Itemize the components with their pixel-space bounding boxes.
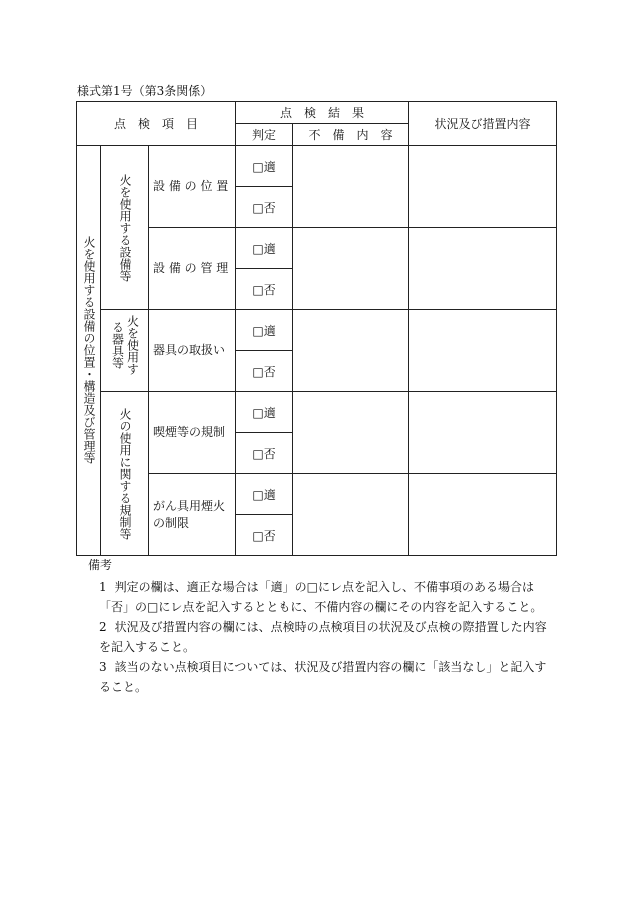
judgment-pass-cell[interactable] [236, 310, 293, 351]
status-cell[interactable] [409, 392, 557, 474]
item-label-cell [149, 474, 236, 556]
item-label-cell [149, 146, 236, 228]
judgment-fail-cell[interactable] [236, 433, 293, 474]
pass-checkbox[interactable]: □適 [252, 405, 276, 420]
judgment-fail-cell[interactable] [236, 351, 293, 392]
header-row-1 [77, 102, 557, 124]
header-inspection-item [77, 102, 236, 146]
category-main-label: 火を使用する設備の位置・構造及び管理等 [82, 236, 96, 464]
defect-cell[interactable] [293, 474, 409, 556]
item-label: 喫煙等の規制 [153, 425, 226, 439]
pass-checkbox[interactable]: □適 [252, 323, 276, 338]
note-text: 該当のない点検項目については、状況及び措置内容の欄に「該当なし」と記入すること。 [99, 660, 547, 694]
judgment-fail-cell[interactable] [236, 515, 293, 556]
table-row [77, 474, 557, 515]
notes-section [88, 557, 558, 697]
fail-checkbox[interactable]: □否 [252, 282, 276, 297]
judgment-fail-cell[interactable] [236, 269, 293, 310]
note-number: 2 [99, 620, 107, 634]
note-text: 判定の欄は、適正な場合は「適」の□にレ点を記入し、不備事項のある場合は「否」の□にレ点を記入するとともに、不備内容の欄にその内容を記入すること。 [99, 580, 543, 614]
judgment-pass-cell[interactable] [236, 392, 293, 433]
item-label: 設 備 の 管 理 [153, 261, 229, 275]
note-item [88, 657, 558, 697]
header-judgment-label: 判定 [252, 128, 277, 142]
note-number: 1 [99, 580, 107, 594]
category-main-cell [77, 146, 101, 556]
status-cell[interactable] [409, 310, 557, 392]
pass-checkbox[interactable]: □適 [252, 241, 276, 256]
defect-cell[interactable] [293, 310, 409, 392]
defect-cell[interactable] [293, 392, 409, 474]
item-label-cell [149, 392, 236, 474]
status-cell[interactable] [409, 146, 557, 228]
note-item [88, 617, 558, 657]
group-label-cell [101, 392, 149, 556]
item-label: 器具の取扱い [153, 343, 226, 357]
defect-cell[interactable] [293, 228, 409, 310]
pass-checkbox[interactable]: □適 [252, 159, 276, 174]
table-row [77, 228, 557, 269]
header-inspection-result [236, 102, 409, 124]
group-label-cell [101, 310, 149, 392]
inspection-table-main [76, 101, 557, 556]
header-inspection-item-label: 点 検 項 目 [114, 117, 199, 131]
header-inspection-result-label: 点 検 結 果 [280, 106, 365, 120]
group-label: 火の使用に関する規制等 [118, 408, 132, 540]
header-status-measures [409, 102, 557, 146]
fail-checkbox[interactable]: □否 [252, 364, 276, 379]
status-cell[interactable] [409, 474, 557, 556]
form-title: 様式第1号（第3条関係） [77, 84, 213, 98]
header-defect [293, 124, 409, 146]
group-label: 火を使用する設備等 [118, 174, 132, 282]
header-judgment [236, 124, 293, 146]
judgment-pass-cell[interactable] [236, 228, 293, 269]
pass-checkbox[interactable]: □適 [252, 487, 276, 502]
note-text: 状況及び措置内容の欄には、点検時の点検項目の状況及び点検の際措置した内容を記入すること。 [99, 620, 547, 654]
fail-checkbox[interactable]: □否 [252, 446, 276, 461]
judgment-pass-cell[interactable] [236, 146, 293, 187]
judgment-fail-cell[interactable] [236, 187, 293, 228]
item-label: 設 備 の 位 置 [153, 179, 229, 193]
notes-heading: 備考 [88, 558, 113, 572]
fail-checkbox[interactable]: □否 [252, 528, 276, 543]
defect-cell[interactable] [293, 146, 409, 228]
item-label-cell [149, 310, 236, 392]
fail-checkbox[interactable]: □否 [252, 200, 276, 215]
group-label-cell [101, 146, 149, 310]
table-row [77, 392, 557, 433]
table-row [77, 146, 557, 187]
item-label-cell [149, 228, 236, 310]
header-status-measures-label: 状況及び措置内容 [434, 117, 531, 131]
status-cell[interactable] [409, 228, 557, 310]
item-label: がん具用煙火の制限 [153, 498, 226, 530]
note-number: 3 [99, 660, 107, 674]
table-row [77, 310, 557, 351]
header-defect-label: 不 備 内 容 [308, 128, 393, 142]
note-item [88, 577, 558, 617]
group-label: 火を使用する器具等 [110, 315, 140, 375]
judgment-pass-cell[interactable] [236, 474, 293, 515]
